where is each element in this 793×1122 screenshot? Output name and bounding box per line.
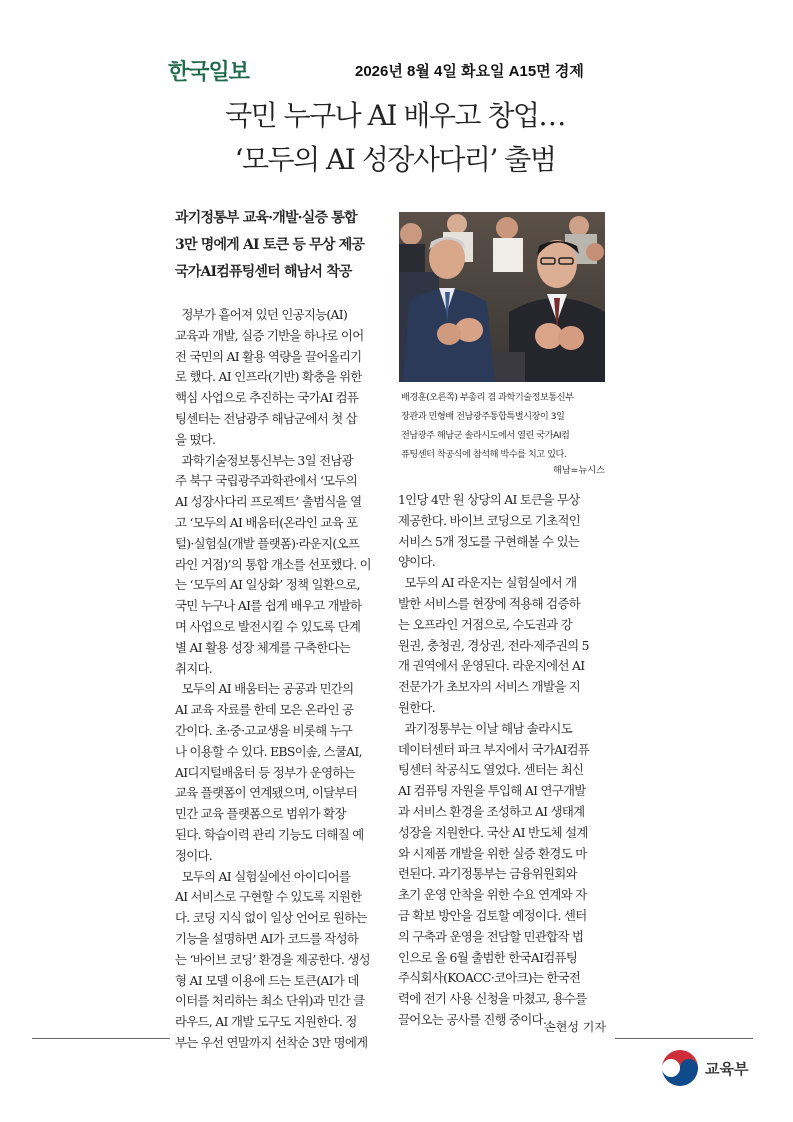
article-line: 형 AI 모델 이용에 드는 토큰(AI가 데 (175, 972, 359, 988)
article-line: 정이다. (175, 847, 213, 863)
article-line: 모두의 AI 실험실에선 아이디어를 (175, 868, 351, 884)
article-line: 간이다. 초·중·고교생을 비롯해 누구 (175, 722, 353, 738)
headline-line-1: 국민 누구나 AI 배우고 창업… (225, 99, 565, 132)
article-line: 모두의 AI 배움터는 공공과 민간의 (175, 681, 354, 697)
caption-line: 배경훈(오른쪽) 부총리 겸 과학기술정보통신부 (401, 392, 574, 403)
subheadline: 3만 명에게 AI 토큰 등 무상 제공 (175, 237, 365, 253)
article-column-2 (398, 490, 612, 1031)
article-line: 된다. 학습이력 관리 기능도 더해질 예 (175, 826, 364, 842)
article-line: 별 AI 활용 성장 체계를 구축한다는 (175, 639, 351, 655)
masthead-date-line: 2026년 8월 4일 화요일 A15면 경제 (355, 63, 584, 80)
ceremony-photo-image (399, 212, 605, 382)
photo-credit: 해남=뉴시스 (552, 465, 605, 476)
article-line: 의 구축과 운영을 전담할 민관합작 법 (398, 928, 584, 944)
article-line: AI 성장사다리 프로젝트’ 출범식을 열 (175, 494, 362, 510)
article-line: 주식회사(KOACC·코아크)는 한국전 (398, 970, 581, 986)
article-line: 끌어오는 공사를 진행 중이다. (398, 1011, 547, 1027)
article-line: 금 확보 방안을 검토할 예정이다. 센터 (398, 907, 587, 923)
article-line: 로 했다. AI 인프라(기반) 확충을 위한 (175, 369, 362, 385)
article-line: 정부가 흩어져 있던 인공지능(AI) (175, 307, 348, 322)
subheadline-block (175, 205, 395, 286)
article-line: AI 서비스로 구현할 수 있도록 지원한 (175, 889, 362, 905)
byline: 손현성 기자 (544, 1020, 606, 1034)
article-line: 핵심 사업으로 추진하는 국가AI 컴퓨 (175, 390, 359, 406)
article-line: 털)·실험실(개발 플랫폼)·라운지(오프 (175, 535, 360, 551)
article-line: 주 북구 국립광주과학관에서 ‘모두의 (175, 473, 357, 489)
subheadline: 과기정통부 교육·개발·실증 통합 (175, 210, 357, 226)
article-line: 팅센터는 전남광주 해남군에서 첫 삽 (175, 410, 357, 426)
article-line: 모두의 AI 라운지는 실험실에서 개 (398, 575, 577, 591)
caption-line: 퓨팅센터 착공식에 참석해 박수를 치고 있다. (401, 449, 567, 460)
footer-rule-left (32, 1038, 170, 1039)
masthead-logo: 한국일보 (168, 60, 250, 85)
article-line: 데이터센터 파크 부지에서 국가AI컴퓨 (398, 741, 590, 757)
article-line: 서비스 5개 정도를 구현해볼 수 있는 (398, 533, 580, 549)
article-line: 는 ‘모두의 AI 일상화’ 정책 일환으로, (175, 577, 360, 593)
article-line: 교육과 개발, 실증 기반을 하나로 이어 (175, 327, 364, 343)
ministry-name: 교육부 (705, 1060, 749, 1078)
article-line: 다. 코딩 지식 없이 일상 언어로 원하는 (175, 910, 367, 926)
article-line: 원한다. (398, 699, 436, 715)
article-line: 라우드, AI 개발 도구도 지원한다. 정 (175, 1014, 357, 1030)
article-line: 을 떴다. (175, 431, 216, 447)
article-line: 제공한다. 바이브 코딩으로 기초적인 (398, 512, 580, 528)
article-line: 성장을 지원한다. 국산 AI 반도체 설계 (398, 824, 588, 840)
article-line: 전 국민의 AI 활용 역량을 끌어올리기 (175, 348, 362, 364)
article-line: 초기 운영 안착을 위한 수요 연계와 자 (398, 887, 587, 903)
article-line: 민간 교육 플랫폼으로 범위가 확장 (175, 806, 346, 822)
article-line: AI 컴퓨팅 자원을 투입해 AI 연구개발 (398, 783, 586, 799)
article-line: 교육 플랫폼이 연계됐으며, 이달부터 (175, 785, 357, 801)
article-line: 개 권역에서 운영된다. 라운지에선 AI (398, 658, 585, 674)
photo-caption (401, 388, 605, 464)
article-line: 나 이용할 수 있다. EBS이솦, 스쿨AI, (175, 743, 362, 759)
article-line: 국민 누구나 AI를 쉽게 배우고 개발하 (175, 598, 362, 614)
article-line: 취지다. (175, 660, 213, 676)
article-line: 과 서비스 환경을 조성하고 AI 생태계 (398, 803, 585, 819)
article-line: 발한 서비스를 현장에 적용해 검증하 (398, 595, 580, 611)
headline-line-2: ‘모두의 AI 성장사다리’ 출범 (234, 143, 556, 176)
ministry-emblem-icon (660, 1048, 700, 1088)
article-line: AI디지털배움터 등 정부가 운영하는 (175, 764, 355, 780)
article-line: 원권, 충청권, 경상권, 전라·제주권의 5 (398, 637, 589, 653)
caption-line: 장관과 민형배 전남광주통합특별시장이 3일 (401, 411, 565, 422)
subheadline: 국가AI컴퓨팅센터 해남서 착공 (175, 264, 352, 280)
article-line: 1인당 4만 원 상당의 AI 토큰을 무상 (398, 492, 580, 507)
article-line: 인으로 올 6월 출범한 한국AI컴퓨팅 (398, 949, 578, 965)
article-line: 이터를 처리하는 최소 단위)과 민간 클 (175, 993, 365, 1009)
article-line: AI 교육 자료를 한데 모은 온라인 공 (175, 702, 354, 718)
article-line: 기능을 설명하면 AI가 코드를 작성하 (175, 930, 359, 946)
news-photo (399, 212, 605, 382)
article-line: 라인 거점)’의 통합 개소를 선포했다. 이 (175, 556, 371, 572)
article-line: 력에 전기 사용 신청을 마쳤고, 용수를 (398, 991, 587, 1007)
article-line: 며 사업으로 발전시킬 수 있도록 단계 (175, 618, 361, 634)
article-line: 과학기술정보통신부는 3일 전남광 (175, 452, 353, 468)
article-line: 양이다. (398, 554, 436, 570)
article-line: 고 ‘모두의 AI 배움터(온라인 교육 포 (175, 514, 358, 530)
article-line: 와 시제품 개발을 위한 실증 환경도 마 (398, 845, 587, 861)
article-line: 부는 우선 연말까지 선착순 3만 명에게 (175, 1034, 368, 1050)
article-line: 과기정통부는 이날 해남 솔라시도 (398, 720, 572, 736)
footer-rule-right (615, 1038, 753, 1039)
article-line: 팅센터 착공식도 열었다. 센터는 최신 (398, 762, 584, 778)
article-line: 련된다. 과기정통부는 금융위원회와 (398, 866, 577, 882)
article-line: 전문가가 초보자의 서비스 개발을 지 (398, 679, 580, 695)
article-column-1 (175, 305, 387, 1054)
caption-line: 전남광주 해남군 솔라시도에서 열린 국가AI컴 (401, 430, 570, 441)
article-line: 는 오프라인 거점으로, 수도권과 강 (398, 616, 572, 632)
article-line: 는 ‘바이브 코딩’ 환경을 제공한다. 생성 (175, 951, 370, 967)
